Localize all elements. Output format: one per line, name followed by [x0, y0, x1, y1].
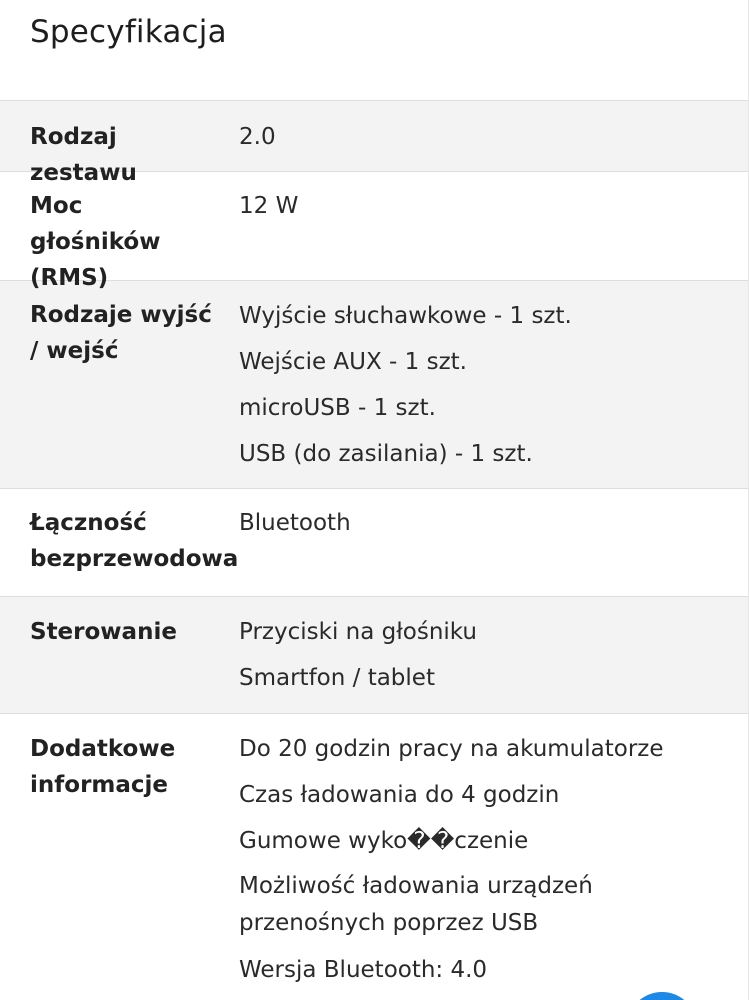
spec-row [0, 101, 749, 186]
spec-label: Moc głośników (RMS) [30, 193, 161, 291]
spec-label: Sterowanie [30, 619, 177, 645]
spec-table [0, 100, 749, 1000]
spec-value [239, 714, 749, 1000]
spec-value-item: Przyciski na głośniku [239, 619, 477, 645]
spec-value-item: USB (do zasilania) - 1 szt. [239, 441, 533, 467]
spec-value-item: 12 W [239, 193, 299, 219]
spec-value-item: Wersja Bluetooth: 4.0 [239, 957, 488, 983]
spec-value-item: Wyjście słuchawkowe - 1 szt. [239, 303, 572, 329]
spec-value-item: Czas ładowania do 4 godzin [239, 782, 560, 808]
spec-value [239, 597, 749, 713]
spec-value-item: Smartfon / tablet [239, 665, 435, 691]
spec-label: Rodzaj zestawu [30, 124, 137, 186]
spec-row [0, 489, 749, 597]
spec-value-item: microUSB - 1 szt. [239, 395, 436, 421]
spec-row [0, 172, 749, 291]
spec-value [239, 172, 749, 280]
spec-row [0, 714, 749, 1000]
spec-label: Łączność bezprzewodowa [30, 510, 239, 572]
spec-value [239, 489, 749, 596]
spec-label: Dodatkowe informacje [30, 736, 176, 798]
spec-value-item: Gumowe wyko��czenie [239, 828, 529, 854]
page-title: Specyfikacja [30, 14, 227, 50]
spec-value-item: 2.0 [239, 124, 276, 150]
spec-value-item: Do 20 godzin pracy na akumulatorze [239, 736, 664, 762]
spec-value [239, 281, 749, 488]
spec-value-item: Możliwość ładowania urządzeń przenośnych poprzez USB [239, 873, 593, 936]
spec-value-item: Wejście AUX - 1 szt. [239, 349, 467, 375]
spec-value-item: Bluetooth [239, 510, 351, 536]
spec-label: Rodzaje wyjść / wejść [30, 302, 212, 364]
spec-value [239, 101, 749, 171]
spec-row [0, 281, 749, 489]
spec-row [0, 597, 749, 714]
